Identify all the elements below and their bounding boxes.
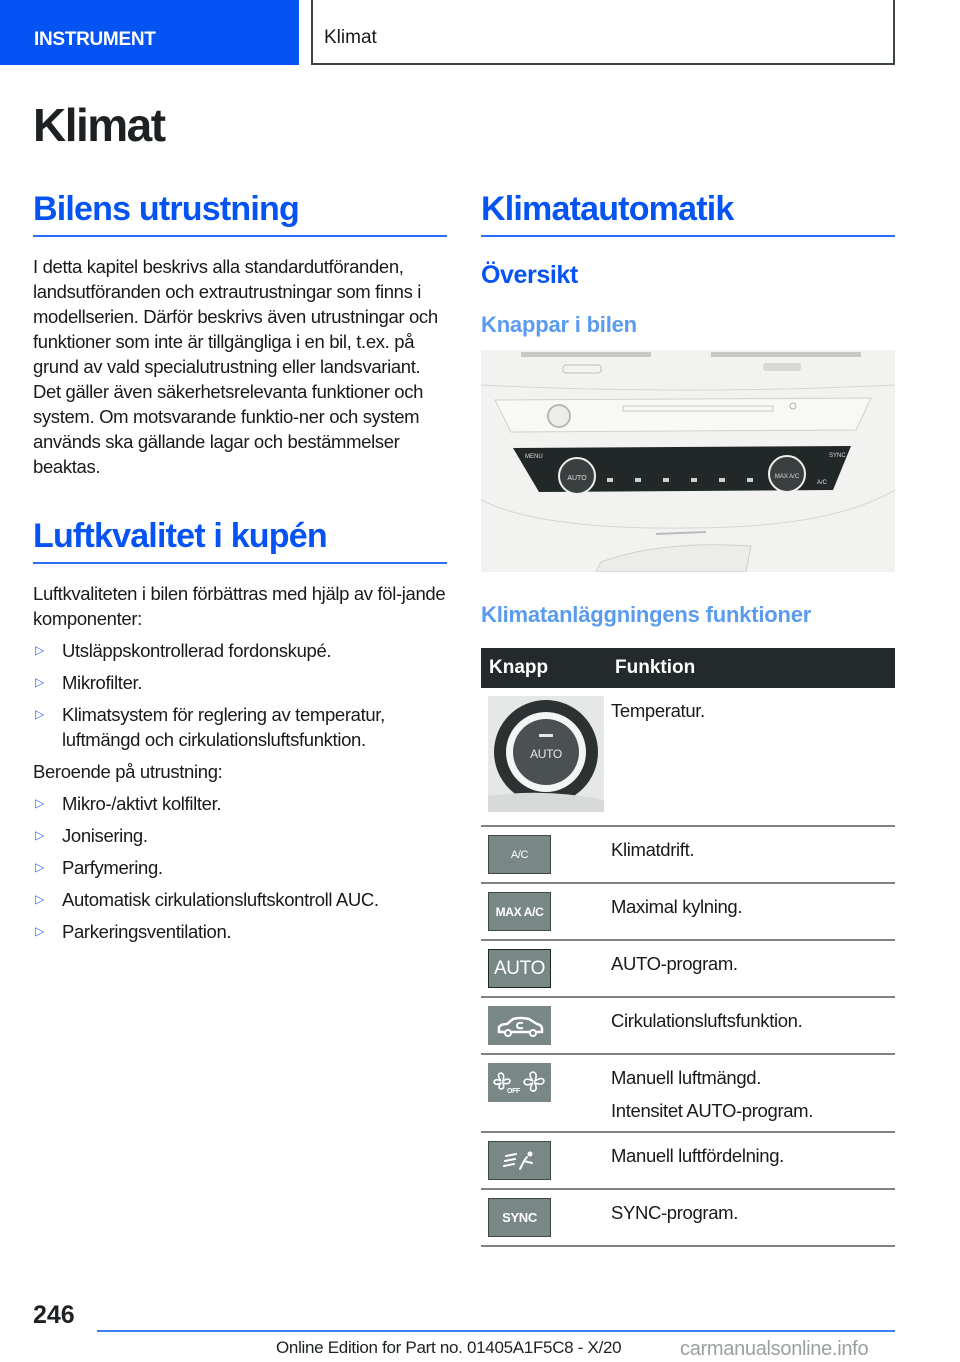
table-header-row	[481, 648, 895, 688]
air-distribution-icon	[488, 1141, 551, 1180]
function-text: Manuell luftfördelning.	[611, 1145, 784, 1167]
triangle-right-icon: ▷	[35, 828, 44, 843]
max-ac-button-icon: MAX A/C	[488, 892, 551, 931]
triangle-right-icon: ▷	[35, 675, 44, 690]
function-text: SYNC-program.	[611, 1202, 739, 1224]
heading-klimatautomatik: Klimatautomatik	[481, 190, 895, 237]
list-item: ▷ Parkeringsventilation.	[35, 921, 232, 943]
svg-text:A/C: A/C	[817, 480, 828, 487]
section-label: INSTRUMENT	[34, 29, 156, 50]
component-list	[33, 638, 447, 752]
table-row	[481, 1189, 895, 1246]
paragraph-equipment-intro: Beroende på utrustning:	[33, 761, 223, 783]
functions-table	[481, 648, 895, 1247]
function-text: AUTO-program.	[611, 953, 738, 975]
edition-text: Online Edition for Part no. 01405A1F5C8 - X/20	[276, 1338, 622, 1357]
list-item: ▷ Automatisk cirkulationsluftskontroll AUC.	[35, 889, 379, 911]
page-number: 246	[33, 1301, 75, 1329]
function-text: Manuell luftmängd.	[611, 1067, 762, 1089]
function-text: Temperatur.	[611, 700, 705, 722]
left-column	[33, 190, 447, 944]
triangle-right-icon: ▷	[35, 924, 44, 939]
triangle-right-icon: ▷	[35, 643, 44, 658]
paragraph-air-quality-intro: Luftkvaliteten i bilen förbättras med hjälp av föl-jande komponenter:	[33, 583, 446, 630]
list-item: ▷ Utsläppskontrollerad fordonskupé.	[35, 640, 332, 662]
section-tab	[0, 0, 299, 65]
table-row	[481, 940, 895, 997]
list-item: ▷ Parfymering.	[35, 857, 163, 879]
function-text: Klimatdrift.	[611, 839, 695, 861]
paragraph-equipment: I detta kapitel beskrivs alla standardutföranden, landsutföranden och extrautrustningar som finns i modellserien. Därför beskrivs även utrustningar och funktioner som inte är tillgängliga i en bil, t.ex. på grund av vald specialutrustning eller landsvariant. Det gäller även säkerhetsrelevanta funktioner och system. Om motsvarande funktio-ner och system används ska gällande lagar och bestämmelser beaktas.	[33, 256, 438, 478]
chapter-tab	[311, 0, 895, 65]
heading-bilens-utrustning: Bilens utrustning	[33, 190, 447, 237]
table-row	[481, 688, 895, 826]
chapter-label: Klimat	[324, 27, 377, 48]
column-header-funktion: Funktion	[607, 648, 895, 688]
right-column	[481, 190, 895, 1247]
heading-luftkvalitet: Luftkvalitet i kupén	[33, 517, 447, 564]
ac-button-icon: A/C	[488, 835, 551, 874]
table-row	[481, 1054, 895, 1132]
recirculation-car-icon	[488, 1006, 551, 1045]
column-header-knapp: Knapp	[481, 648, 607, 688]
table-row	[481, 883, 895, 940]
dashboard-illustration	[481, 350, 895, 572]
climate-panel-image	[481, 350, 895, 572]
footer-divider	[97, 1330, 895, 1332]
function-text: Cirkulationsluftsfunktion.	[611, 1010, 803, 1032]
page-title: Klimat	[33, 99, 165, 151]
svg-text:OFF: OFF	[506, 1087, 520, 1095]
triangle-right-icon: ▷	[35, 860, 44, 875]
list-item: ▷ Mikrofilter.	[35, 672, 143, 694]
auto-button-icon: AUTO	[488, 949, 551, 988]
temperature-knob-icon	[488, 696, 604, 812]
fan-icon	[488, 1063, 551, 1102]
table-row	[481, 826, 895, 883]
list-item: ▷ Klimatsystem för reglering av temperatur, luftmängd och cirkulationsluftsfunktion.	[35, 704, 385, 751]
svg-text:AUTO: AUTO	[567, 475, 587, 483]
triangle-right-icon: ▷	[35, 796, 44, 811]
list-item: ▷ Mikro-/aktivt kolfilter.	[35, 793, 222, 815]
heading-oversikt: Översikt	[481, 261, 578, 290]
table-row	[481, 1132, 895, 1189]
table-row	[481, 997, 895, 1054]
function-text: Intensitet AUTO-program.	[611, 1100, 814, 1122]
svg-text:MENU: MENU	[525, 454, 543, 461]
svg-text:SYNC: SYNC	[829, 453, 846, 460]
triangle-right-icon: ▷	[35, 892, 44, 907]
list-item: ▷ Jonisering.	[35, 825, 148, 847]
heading-knappar: Knappar i bilen	[481, 312, 637, 338]
svg-text:AUTO: AUTO	[530, 747, 562, 762]
heading-functions-table: Klimatanläggningens funktioner	[481, 602, 812, 628]
triangle-right-icon: ▷	[35, 707, 44, 722]
watermark: carmanualsonline.info	[680, 1338, 869, 1360]
svg-text:MAX A/C: MAX A/C	[774, 474, 800, 481]
sync-button-icon: SYNC	[488, 1198, 551, 1237]
equipment-list	[33, 791, 447, 944]
function-text: Maximal kylning.	[611, 896, 743, 918]
